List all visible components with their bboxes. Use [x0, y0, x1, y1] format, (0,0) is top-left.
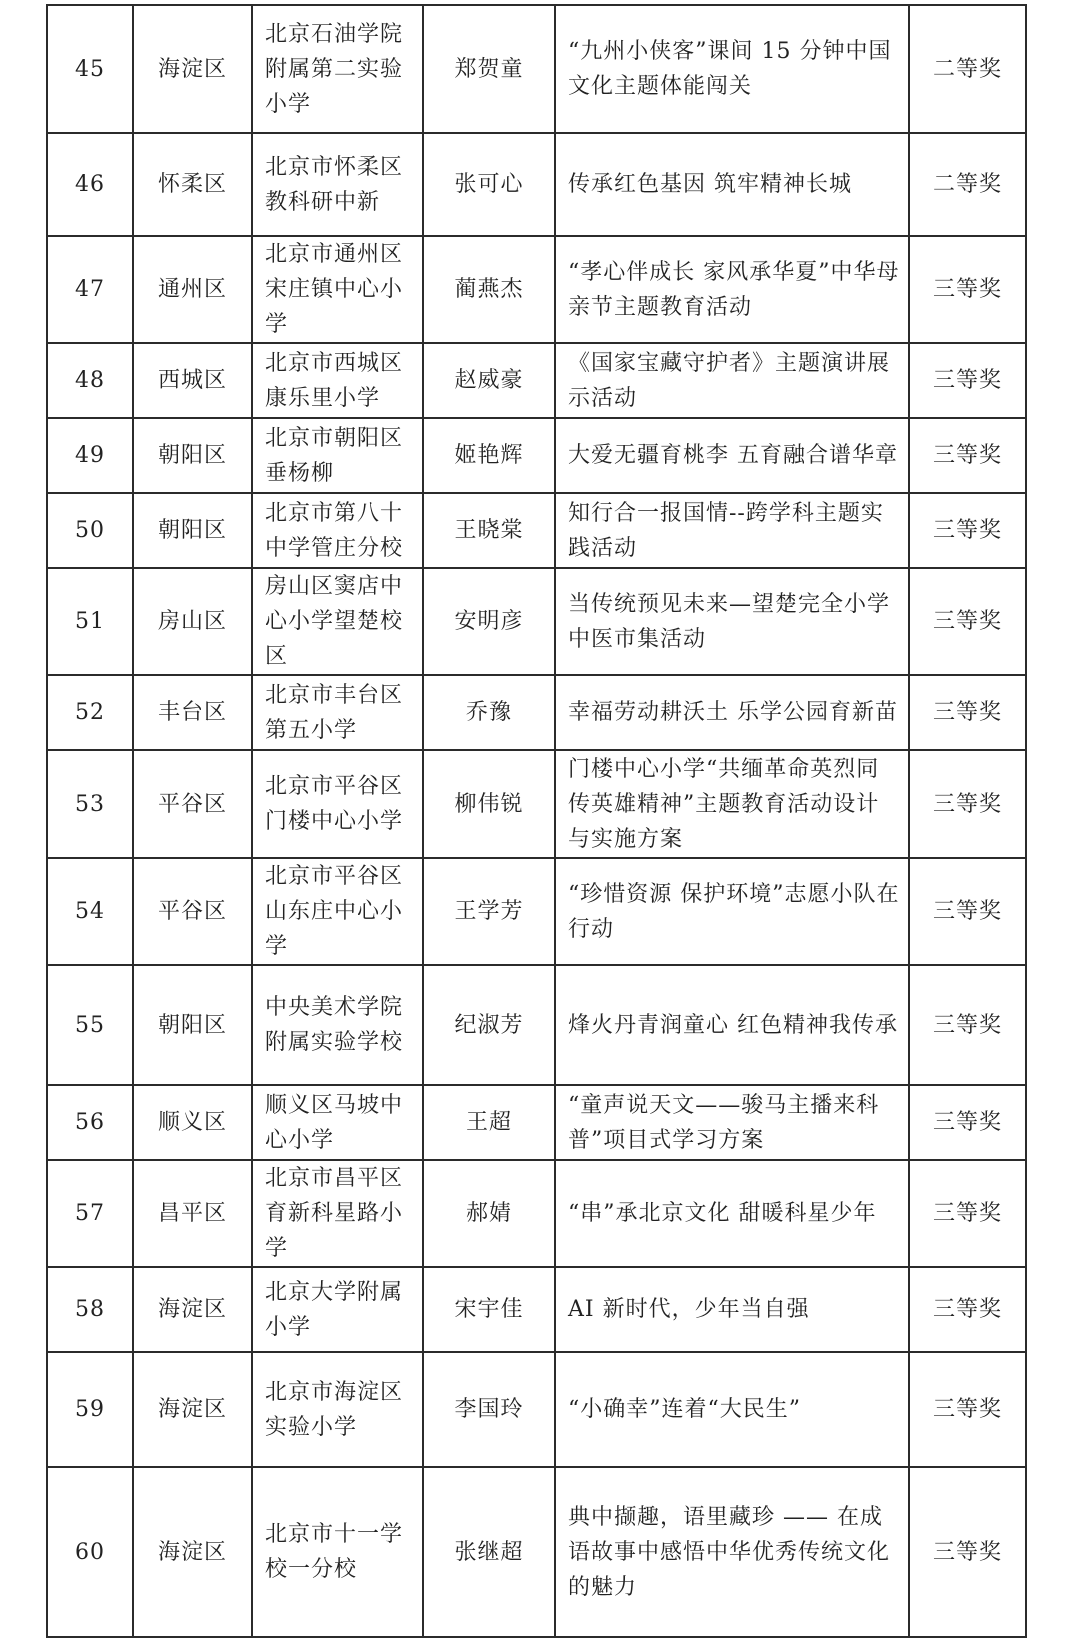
- table-row: [47, 133, 1026, 236]
- table-row: [47, 1467, 1026, 1637]
- district-cell: 西城区: [133, 343, 252, 418]
- project-title-cell: “珍惜资源 保护环境”志愿小队在行动: [555, 858, 909, 965]
- row-number: 50: [47, 493, 133, 568]
- table-row: [47, 1160, 1026, 1267]
- award-level-cell: 三等奖: [909, 750, 1026, 858]
- school-cell: 北京市朝阳区垂杨柳: [252, 418, 423, 493]
- name-cell: 郝婧: [423, 1160, 555, 1267]
- school-cell: 北京市海淀区实验小学: [252, 1352, 423, 1467]
- table-row: [47, 418, 1026, 493]
- row-number: 54: [47, 858, 133, 965]
- name-cell: 柳伟锐: [423, 750, 555, 858]
- district-cell: 海淀区: [133, 1267, 252, 1352]
- project-title-cell: “九州小侠客”课间 15 分钟中国文化主题体能闯关: [555, 5, 909, 133]
- project-title-cell: “童声说天文——骏马主播来科普”项目式学习方案: [555, 1085, 909, 1160]
- name-cell: 李国玲: [423, 1352, 555, 1467]
- table-row: [47, 1085, 1026, 1160]
- row-number: 52: [47, 675, 133, 750]
- name-cell: 宋宇佳: [423, 1267, 555, 1352]
- school-cell: 北京市西城区康乐里小学: [252, 343, 423, 418]
- name-cell: 蔺燕杰: [423, 236, 555, 343]
- name-cell: 乔豫: [423, 675, 555, 750]
- school-cell: 北京市通州区宋庄镇中心小学: [252, 236, 423, 343]
- district-cell: 丰台区: [133, 675, 252, 750]
- project-title-cell: 幸福劳动耕沃土 乐学公园育新苗: [555, 675, 909, 750]
- name-cell: 纪淑芳: [423, 965, 555, 1085]
- table-row: [47, 5, 1026, 133]
- project-title-cell: AI 新时代，少年当自强: [555, 1267, 909, 1352]
- award-level-cell: 三等奖: [909, 1267, 1026, 1352]
- school-cell: 北京市第八十中学管庄分校: [252, 493, 423, 568]
- row-number: 55: [47, 965, 133, 1085]
- project-title-cell: 知行合一报国情--跨学科主题实践活动: [555, 493, 909, 568]
- school-cell: 顺义区马坡中心小学: [252, 1085, 423, 1160]
- district-cell: 朝阳区: [133, 965, 252, 1085]
- table-row: [47, 493, 1026, 568]
- school-cell: 北京大学附属小学: [252, 1267, 423, 1352]
- district-cell: 海淀区: [133, 1467, 252, 1637]
- award-level-cell: 三等奖: [909, 858, 1026, 965]
- project-title-cell: 当传统预见未来—望楚完全小学中医市集活动: [555, 568, 909, 675]
- table-row: [47, 568, 1026, 675]
- district-cell: 海淀区: [133, 1352, 252, 1467]
- award-level-cell: 三等奖: [909, 1352, 1026, 1467]
- award-list-table: [46, 4, 1027, 1638]
- name-cell: 姬艳辉: [423, 418, 555, 493]
- award-level-cell: 二等奖: [909, 5, 1026, 133]
- project-title-cell: 典中撷趣，语里藏珍 —— 在成语故事中感悟中华优秀传统文化的魅力: [555, 1467, 909, 1637]
- table-row: [47, 1352, 1026, 1467]
- project-title-cell: “小确幸”连着“大民生”: [555, 1352, 909, 1467]
- name-cell: 王晓棠: [423, 493, 555, 568]
- name-cell: 王超: [423, 1085, 555, 1160]
- award-level-cell: 二等奖: [909, 133, 1026, 236]
- row-number: 45: [47, 5, 133, 133]
- school-cell: 北京市昌平区育新科星路小学: [252, 1160, 423, 1267]
- school-cell: 房山区窦店中心小学望楚校区: [252, 568, 423, 675]
- project-title-cell: 传承红色基因 筑牢精神长城: [555, 133, 909, 236]
- row-number: 59: [47, 1352, 133, 1467]
- row-number: 46: [47, 133, 133, 236]
- district-cell: 朝阳区: [133, 418, 252, 493]
- row-number: 56: [47, 1085, 133, 1160]
- name-cell: 张可心: [423, 133, 555, 236]
- district-cell: 房山区: [133, 568, 252, 675]
- table-row: [47, 1267, 1026, 1352]
- award-level-cell: 三等奖: [909, 1085, 1026, 1160]
- project-title-cell: “孝心伴成长 家风承华夏”中华母亲节主题教育活动: [555, 236, 909, 343]
- name-cell: 赵威豪: [423, 343, 555, 418]
- district-cell: 怀柔区: [133, 133, 252, 236]
- row-number: 58: [47, 1267, 133, 1352]
- name-cell: 张继超: [423, 1467, 555, 1637]
- school-cell: 北京市平谷区山东庄中心小学: [252, 858, 423, 965]
- project-title-cell: “串”承北京文化 甜暖科星少年: [555, 1160, 909, 1267]
- project-title-cell: 烽火丹青润童心 红色精神我传承: [555, 965, 909, 1085]
- award-level-cell: 三等奖: [909, 1160, 1026, 1267]
- school-cell: 中央美术学院附属实验学校: [252, 965, 423, 1085]
- table-row: [47, 675, 1026, 750]
- award-level-cell: 三等奖: [909, 418, 1026, 493]
- table-row: [47, 343, 1026, 418]
- award-level-cell: 三等奖: [909, 675, 1026, 750]
- award-level-cell: 三等奖: [909, 568, 1026, 675]
- row-number: 48: [47, 343, 133, 418]
- table-row: [47, 236, 1026, 343]
- name-cell: 王学芳: [423, 858, 555, 965]
- school-cell: 北京石油学院附属第二实验小学: [252, 5, 423, 133]
- table-row: [47, 750, 1026, 858]
- name-cell: 郑贺童: [423, 5, 555, 133]
- name-cell: 安明彦: [423, 568, 555, 675]
- district-cell: 通州区: [133, 236, 252, 343]
- award-level-cell: 三等奖: [909, 343, 1026, 418]
- award-level-cell: 三等奖: [909, 236, 1026, 343]
- project-title-cell: 大爱无疆育桃李 五育融合谱华章: [555, 418, 909, 493]
- row-number: 47: [47, 236, 133, 343]
- table-row: [47, 858, 1026, 965]
- project-title-cell: 《国家宝藏守护者》主题演讲展示活动: [555, 343, 909, 418]
- table-row: [47, 965, 1026, 1085]
- school-cell: 北京市十一学校一分校: [252, 1467, 423, 1637]
- school-cell: 北京市丰台区第五小学: [252, 675, 423, 750]
- award-level-cell: 三等奖: [909, 965, 1026, 1085]
- award-level-cell: 三等奖: [909, 493, 1026, 568]
- award-level-cell: 三等奖: [909, 1467, 1026, 1637]
- row-number: 49: [47, 418, 133, 493]
- district-cell: 海淀区: [133, 5, 252, 133]
- project-title-cell: 门楼中心小学“共缅革命英烈同传英雄精神”主题教育活动设计与实施方案: [555, 750, 909, 858]
- row-number: 53: [47, 750, 133, 858]
- district-cell: 顺义区: [133, 1085, 252, 1160]
- school-cell: 北京市平谷区门楼中心小学: [252, 750, 423, 858]
- school-cell: 北京市怀柔区教科研中新: [252, 133, 423, 236]
- district-cell: 朝阳区: [133, 493, 252, 568]
- district-cell: 昌平区: [133, 1160, 252, 1267]
- district-cell: 平谷区: [133, 750, 252, 858]
- row-number: 57: [47, 1160, 133, 1267]
- row-number: 51: [47, 568, 133, 675]
- district-cell: 平谷区: [133, 858, 252, 965]
- award-list-body: [47, 5, 1026, 1637]
- row-number: 60: [47, 1467, 133, 1637]
